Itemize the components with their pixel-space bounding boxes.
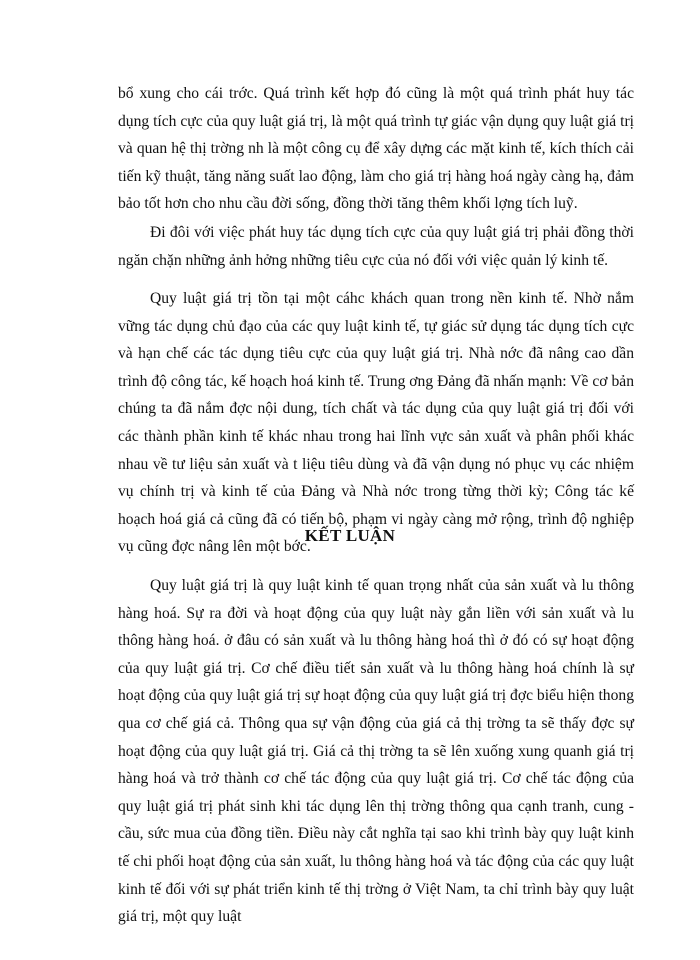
paragraph-continuation: bổ xung cho cái trớc. Quá trình kết hợp đó cũng là một quá trình phát huy tác dụng tích cực của quy luật giá trị, là một quá trình tự giác vận dụng quy luật giá trị và quan hệ thị trờng nh là một công cụ để xây dựng các mặt kinh tế, kích thích cải tiến kỹ thuật, tăng năng suất lao động, làm cho giá trị hàng hoá ngày càng hạ, đảm bảo tốt hơn cho nhu cầu đời sống, đồng thời tăng thêm khối lợng tích luỹ.	[118, 85, 634, 213]
paragraph-objective-law: Quy luật giá trị tồn tại một cáhc khách quan trong nền kinh tế. Nhờ nắm vững tác dụng chủ đạo của các quy luật kinh tế, tự giác sử dụng tác dụng tích cực và hạn chế các tác dụng tiêu cực của quy luật giá trị. Nhà nớc đã nâng cao dần trình độ công tác, kế hoạch hoá kinh tế. Trung ơng Đảng đã nhấn mạnh: Về cơ bản chúng ta đã nắm đợc nội dung, tích chất và tác dụng của quy luật giá trị đối với các thành phần kinh tế khác nhau trong hai lĩnh vực sản xuất và phân phối khác nhau về tư liệu sản xuất và t liệu tiêu dùng và đã vận dụng nó phục vụ các nhiệm vụ chính trị và kinh tế của Đảng và Nhà nớc trong từng thời kỳ; Công tác kế hoạch hoá giá cả cũng đã có tiến bộ, phạm vi ngày càng mở rộng, trình độ nghiệp vụ cũng đợc nâng lên một bớc.	[118, 290, 634, 556]
paragraph-negative-effects: Đi đôi với việc phát huy tác dụng tích cực của quy luật giá trị phải đồng thời ngăn chặn những ảnh hởng những tiêu cực của nó đối với việc quản lý kinh tế.	[118, 224, 634, 269]
section-heading-conclusion: KẾT LUẬN	[304, 526, 396, 545]
paragraph-conclusion: Quy luật giá trị là quy luật kinh tế quan trọng nhất của sản xuất và lu thông hàng hoá. Sự ra đời và hoạt động của quy luật này gắn liền với sản xuất và lu thông hàng hoá. ở đâu có sản xuất và lu thông hàng hoá thì ở đó có sự hoạt động của quy luật giá trị. Cơ chế điều tiết sản xuất và lu thông hàng hoá chính là sự hoạt động của quy luật giá trị sự hoạt động của quy luật giá trị đợc biểu hiện thong qua cơ chế giá cả. Thông qua sự vận động của giá cả thị trờng ta sẽ thấy đợc sự hoạt động của quy luật giá trị. Giá cả thị trờng ta sẽ lên xuống xung quanh giá trị hàng hoá và trở thành cơ chế tác động của quy luật giá trị. Cơ chế tác động của quy luật giá trị phát sinh khi tác dụng lên thị trờng thông qua cạnh tranh, cung - cầu, sức mua của đồng tiền. Điều này cắt nghĩa tại sao khi trình bày quy luật kinh tế chi phối hoạt động của sản xuất, lu thông hàng hoá và tác động của các quy luật kinh tế đối với sự phát triển kinh tế thị trờng ở Việt Nam, ta chỉ trình bày quy luật giá trị, một quy luật	[118, 577, 634, 926]
